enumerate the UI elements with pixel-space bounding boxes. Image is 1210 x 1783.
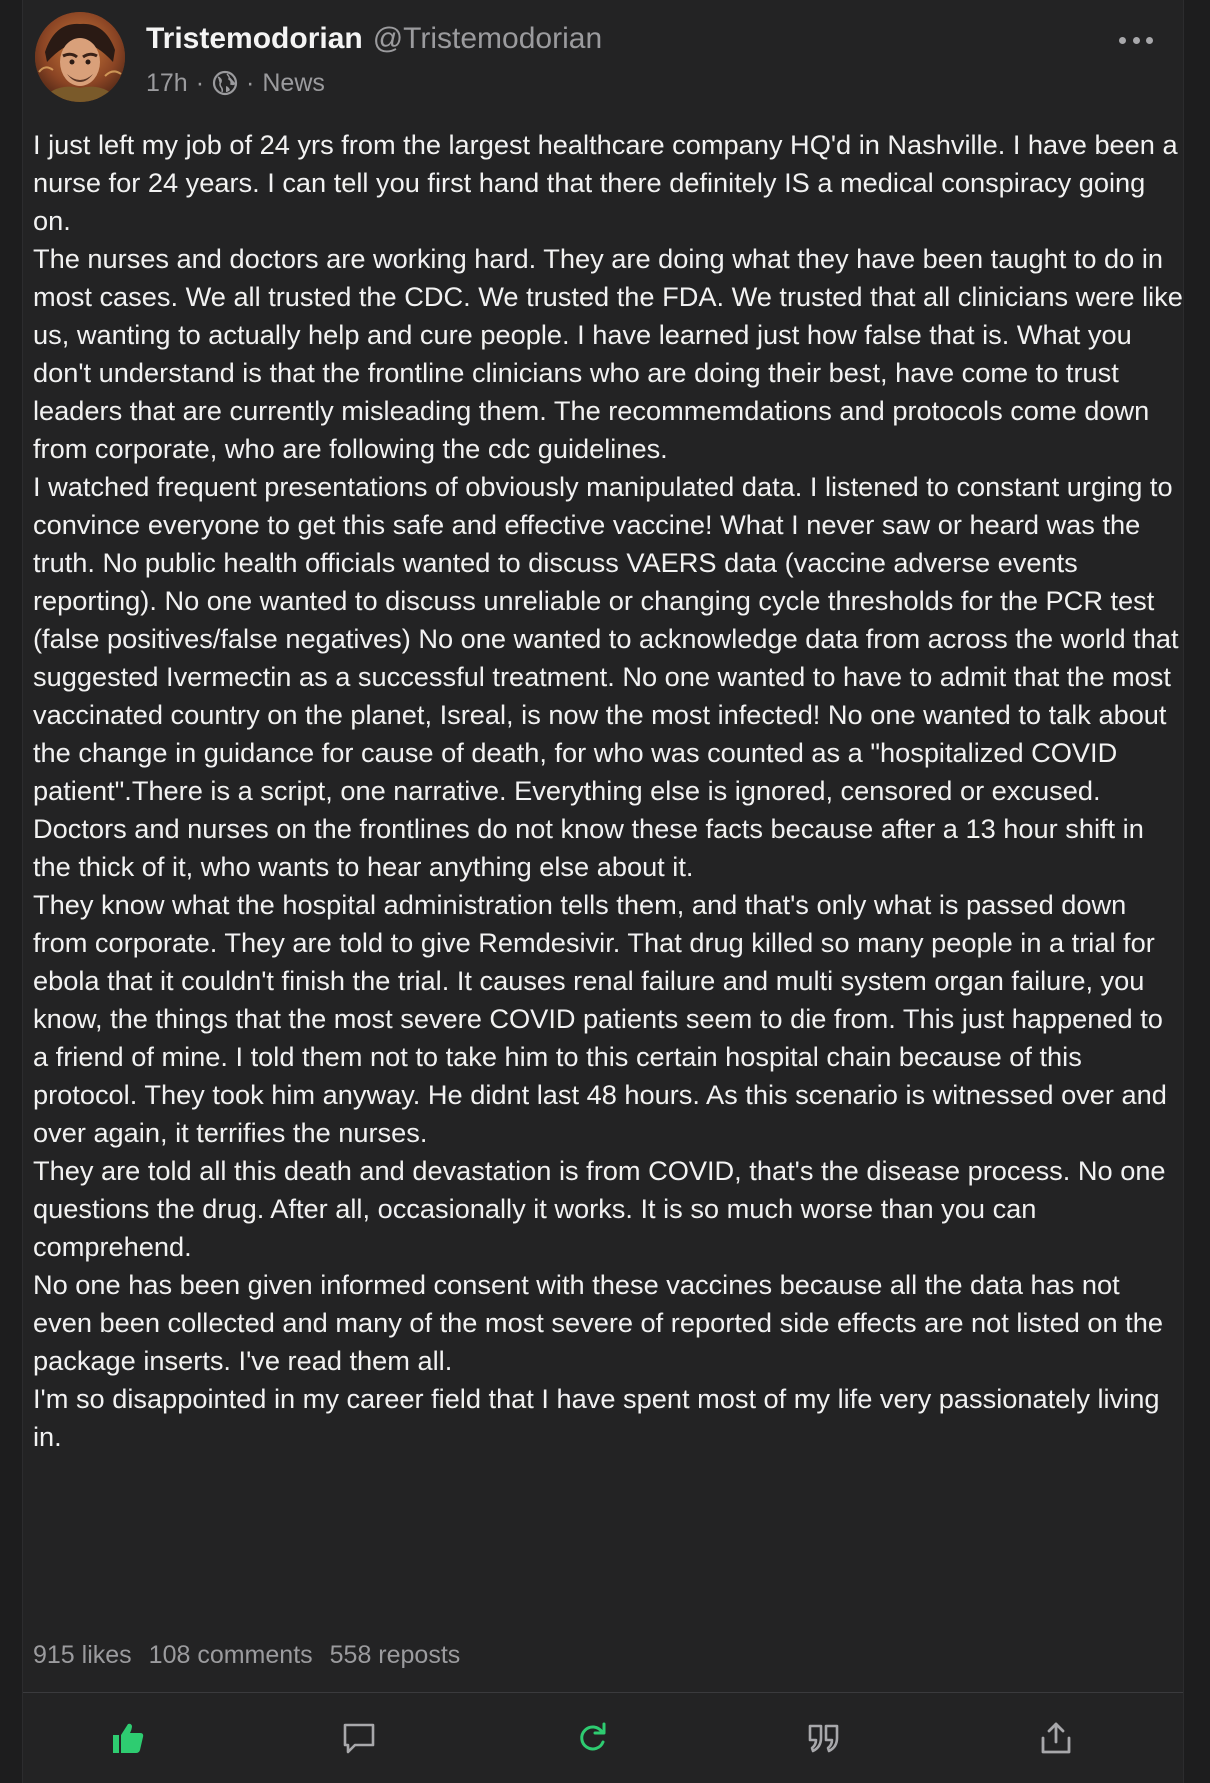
more-dot	[1146, 37, 1153, 44]
likes-count[interactable]: 915 likes	[33, 1641, 132, 1669]
post-body	[33, 126, 1183, 1456]
post-paragraph: I watched frequent presentations of obviously manipulated data. I listened to constant urging to convince everyone to get this safe and effective vaccine! What I never saw or heard was the truth. No public health officials wanted to discuss VAERS data (vaccine adverse events reporting). No one wanted to discuss unreliable or changing cycle thresholds for the PCR test (false positives/false negatives) No one wanted to acknowledge data from across the world that suggested Ivermectin as a successful treatment. No one wanted to have to admit that the most vaccinated country on the planet, Isreal, is now the most infected! No one wanted to talk about the change in guidance for cause of death, for who was counted as a "hospitalized COVID patient".There is a script, one narrative. Everything else is ignored, censored or excused. Doctors and nurses on the frontlines do not know these facts because after a 13 hour shift in the thick of it, who wants to hear anything else about it.	[33, 471, 1179, 882]
quote-button[interactable]	[799, 1713, 849, 1763]
share-icon	[1038, 1720, 1074, 1756]
repost-button[interactable]	[567, 1713, 617, 1763]
more-dot	[1133, 37, 1140, 44]
post-paragraph: I just left my job of 24 yrs from the largest healthcare company HQ'd in Nashville. I have been a nurse for 24 years. I can tell you first hand that there definitely IS a medical conspiracy going on.	[33, 129, 1178, 236]
repost-icon	[574, 1720, 610, 1756]
more-options-icon[interactable]	[1119, 28, 1153, 52]
reposts-count[interactable]: 558 reposts	[329, 1641, 461, 1669]
quote-icon	[806, 1720, 842, 1756]
author-display-name[interactable]: Tristemodorian	[146, 22, 363, 55]
post-paragraph: They are told all this death and devastation is from COVID, that's the disease process. No one questions the drug. After all, occasionally it works. It is so much worse than you can comprehend.	[33, 1155, 1166, 1262]
avatar[interactable]	[35, 12, 125, 102]
post-meta	[146, 66, 325, 100]
post-stats	[33, 1638, 477, 1672]
comment-button[interactable]	[334, 1713, 384, 1763]
post-paragraph: I'm so disappointed in my career field that I have spent most of my life very passionately living in.	[33, 1383, 1160, 1452]
post-paragraph: No one has been given informed consent with these vaccines because all the data has not even been collected and many of the most severe of reported side effects are not listed on the package inserts. I've read them all.	[33, 1269, 1163, 1376]
meta-separator: ·	[195, 69, 205, 97]
post-header	[23, 0, 1183, 120]
post-paragraph: They know what the hospital administration tells them, and that's only what is passed down from corporate. They are told to give Remdesivir. That drug killed so many people in a trial for ebola that it couldn't finish the trial. It causes renal failure and multi system organ failure, you know, the things that the most severe COVID patients seem to die from. This just happened to a friend of mine. I told them not to take him to this certain hospital chain because of this protocol. They took him anyway. He didnt last 48 hours. As this scenario is witnessed over and over again, it terrifies the nurses.	[33, 889, 1167, 1148]
like-icon	[110, 1720, 146, 1756]
post-category[interactable]: News	[262, 69, 325, 97]
like-button[interactable]	[103, 1713, 153, 1763]
globe-icon	[212, 70, 238, 96]
avatar-image	[35, 12, 125, 102]
post-card	[22, 0, 1184, 1783]
author-row	[146, 20, 602, 58]
meta-separator: ·	[246, 69, 255, 97]
author-handle[interactable]: @Tristemodorian	[372, 22, 603, 55]
share-button[interactable]	[1031, 1713, 1081, 1763]
comment-icon	[341, 1720, 377, 1756]
action-bar	[23, 1693, 1183, 1783]
comments-count[interactable]: 108 comments	[148, 1641, 313, 1669]
post-paragraph: The nurses and doctors are working hard. They are doing what they have been taught to do in most cases. We all trusted the CDC. We trusted the FDA. We trusted that all clinicians were like us, wanting to actually help and cure people. I have learned just how false that is. What you don't understand is that the frontline clinicians who are doing their best, have come to trust leaders that are currently misleading them. The recommemdations and protocols come down from corporate, who are following the cdc guidelines.	[33, 243, 1183, 464]
post-time[interactable]: 17h	[146, 69, 188, 97]
more-dot	[1119, 37, 1126, 44]
